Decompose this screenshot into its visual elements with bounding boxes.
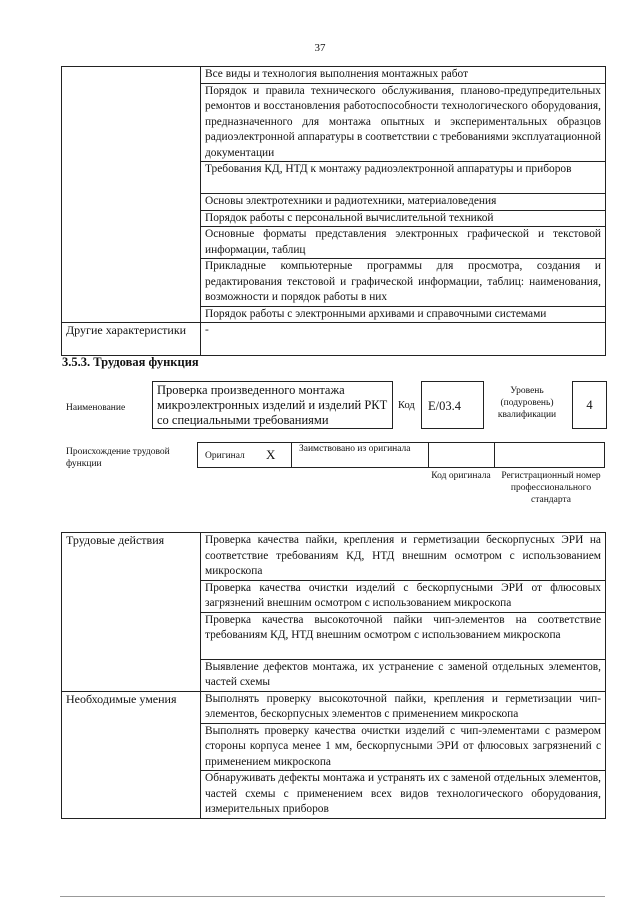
function-name: Проверка произведенного монтажа микроэлектронных изделий и изделий РКТ со специальными требованиями: [157, 383, 388, 427]
original-mark: X: [266, 447, 276, 462]
labor-action-item: Проверка качества высокоточной пайки чип-элементов на соответствие требованиям КД, НТД внешним осмотром с использованием микроскопа: [201, 612, 606, 659]
labor-action-item: Проверка качества очистки изделий с бескорпусными ЭРИ от флюсовых загрязнений внешним осмотром с использованием микроскопа: [201, 580, 606, 612]
knowledge-item: Порядок работы с электронными архивами и справочными системами: [201, 306, 606, 323]
knowledge-item: Порядок и правила технического обслуживания, планово-предупредительных ремонтов и восстановления работоспособности технологического оборудования, предназначенного для монтажа опытных и экспериментальных образцов радиоэлектронной аппаратуры в соответствии с требованиями эксплуатационной документации: [201, 83, 606, 162]
other-characteristics-label: Другие характеристики: [62, 323, 201, 356]
knowledge-item: Прикладные компьютерные программы для просмотра, создания и редактирования текстовой и графической информации, таблиц: наименования, возможности и порядок работы в них: [201, 259, 606, 307]
page-number: 37: [314, 42, 326, 54]
skill-item: Обнаруживать дефекты монтажа и устранять их с заменой отдельных элементов, частей схемы с применением всех видов технологического оборудования, измерительных приборов: [201, 771, 606, 819]
skill-item: Выполнять проверку высокоточной пайки, крепления и герметизации чип-элементов, бескорпусных элементов с применением микроскопа: [201, 691, 606, 723]
skill-item: Выполнять проверку качества очистки изделий с чип-элементами с размером стороны корпуса менее 1 мм, бескорпусными ЭРИ от флюсовых загрязнений с применением микроскопа: [201, 723, 606, 771]
other-characteristics-value: -: [201, 323, 606, 356]
knowledge-item: Основные форматы представления электронных графической и текстовой информации, таблиц: [201, 227, 606, 259]
labor-action-item: Выявление дефектов монтажа, их устранение с заменой отдельных элементов, частей схемы: [201, 659, 606, 691]
code-caption: Код оригинала: [431, 471, 491, 481]
registration-caption: Регистрационный номер профессионального стандарта: [501, 471, 601, 505]
name-label: Наименование: [66, 403, 126, 413]
labor-actions-label: Трудовые действия: [62, 533, 201, 692]
knowledge-table: [61, 66, 606, 356]
knowledge-item: Порядок работы с персональной вычислительной техникой: [201, 210, 606, 227]
borrowed-label: Заимствовано из оригинала: [299, 444, 411, 454]
level-label: Уровень (подуровень) квалификации: [497, 386, 557, 420]
label-cell-empty: [62, 67, 201, 323]
labor-action-item: Проверка качества пайки, крепления и герметизации бескорпусных ЭРИ на соответствие требованиям КД, НТД внешним осмотром с использованием микроскопа: [201, 533, 606, 581]
section-title: 3.5.3. Трудовая функция: [62, 355, 199, 369]
knowledge-item: Основы электротехники и радиотехники, материаловедения: [201, 194, 606, 211]
page-bottom-rule: [60, 896, 605, 897]
labor-function-table: [61, 532, 606, 819]
origin-label: Происхождение трудовой функции: [66, 447, 170, 469]
knowledge-item: Требования КД, НТД к монтажу радиоэлектронной аппаратуры и приборов: [201, 162, 606, 194]
code-label: Код: [398, 400, 415, 411]
required-skills-label: Необходимые умения: [62, 691, 201, 818]
knowledge-item: Все виды и технология выполнения монтажных работ: [201, 67, 606, 84]
function-code: Е/03.4: [428, 399, 461, 413]
original-label: Оригинал: [205, 451, 245, 461]
level-value: 4: [586, 398, 593, 412]
